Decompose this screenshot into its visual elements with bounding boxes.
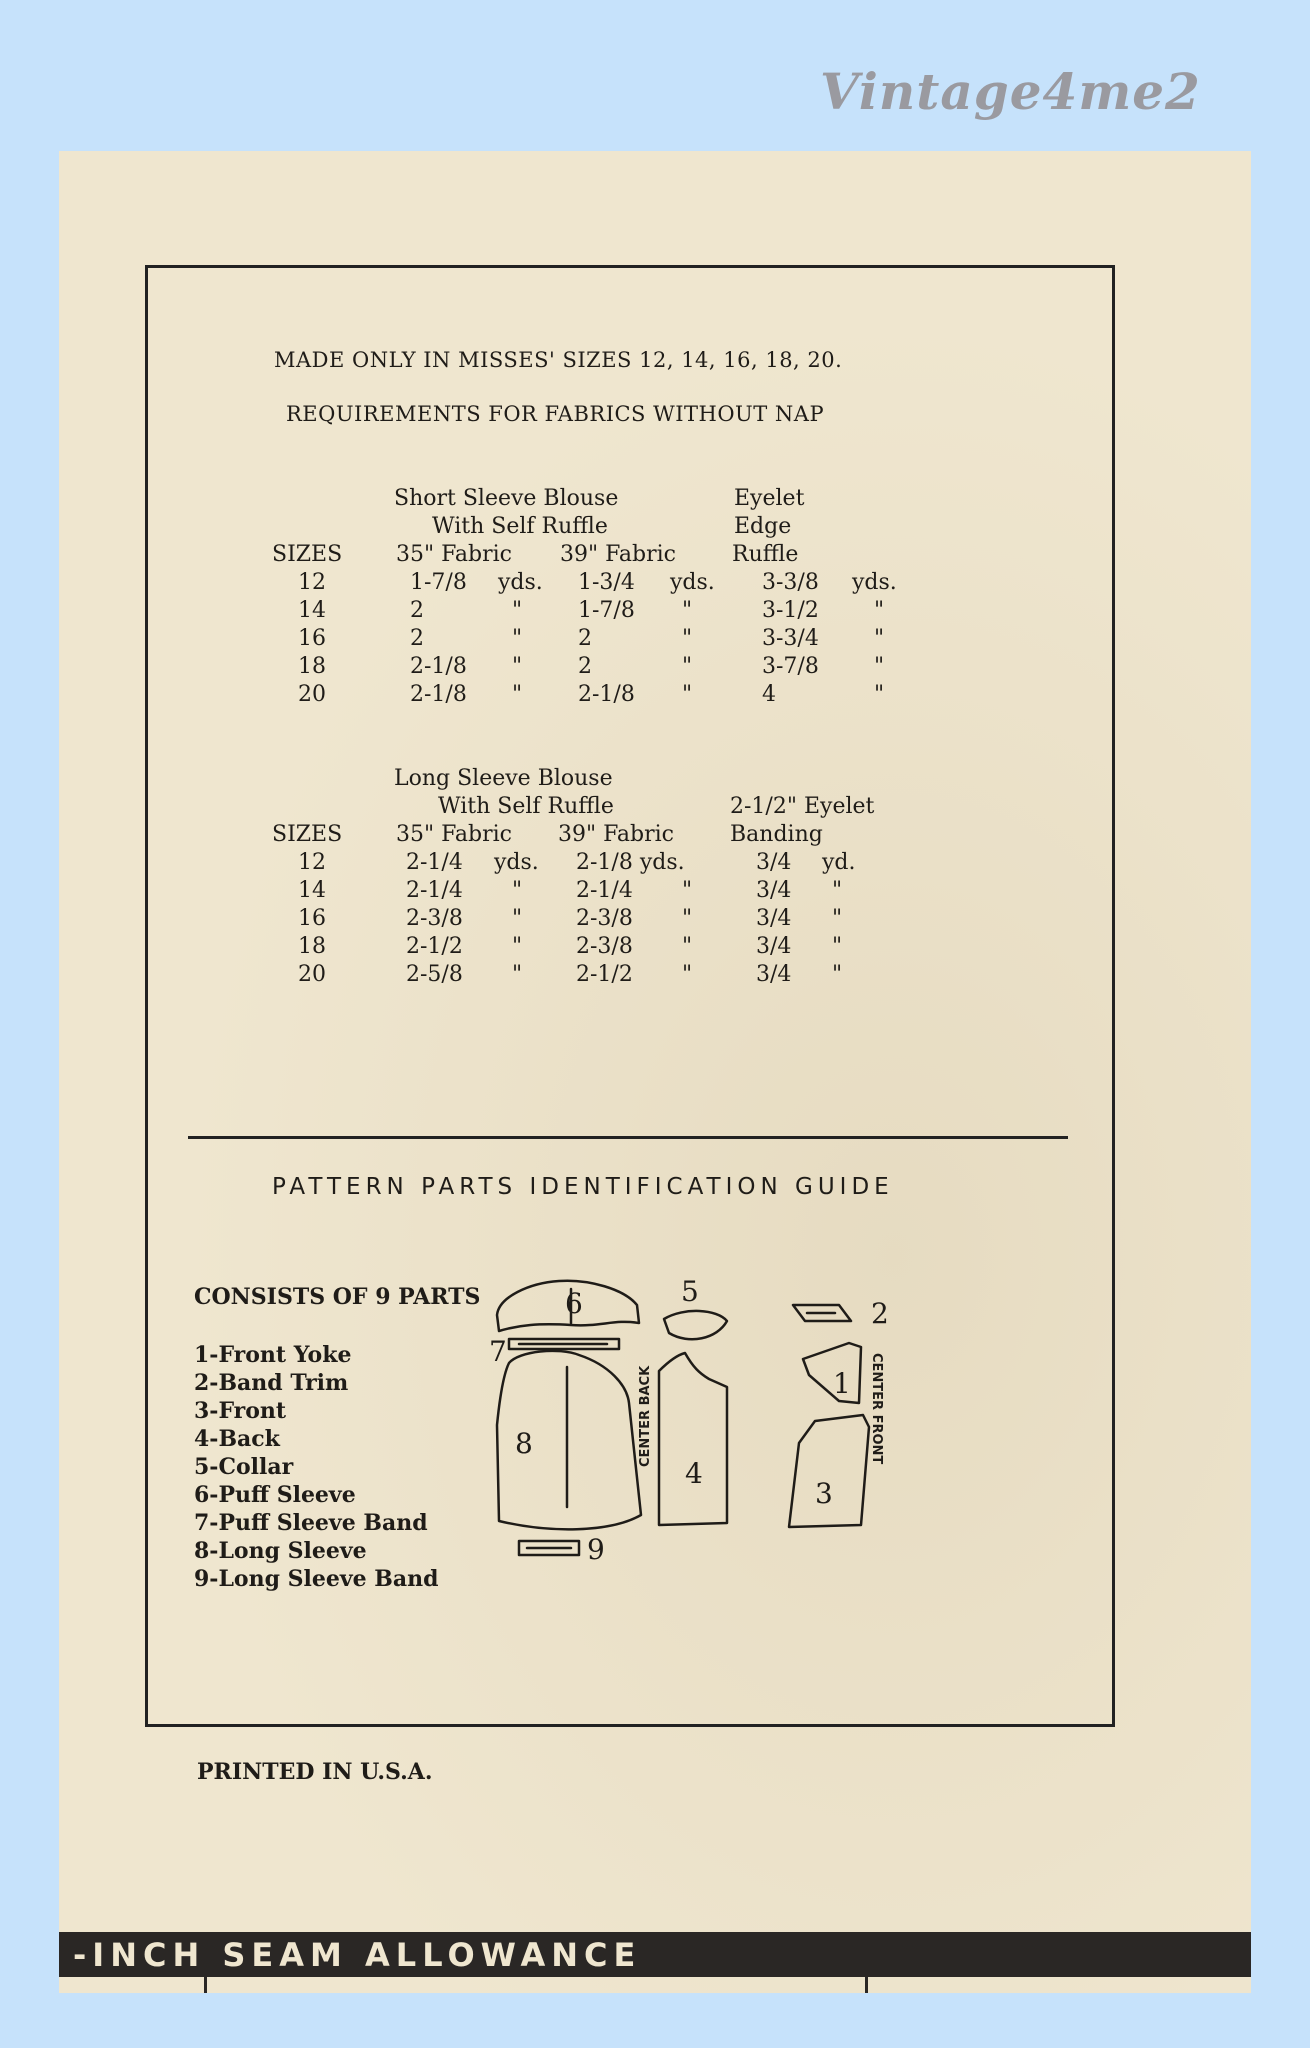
long-title-1: Long Sleeve Blouse bbox=[394, 766, 613, 791]
short-a: 2 bbox=[410, 598, 424, 623]
short-c: 3-1/2 bbox=[762, 598, 819, 623]
long-b: 2-1/4 bbox=[576, 878, 633, 903]
short-b-unit: " bbox=[682, 682, 693, 707]
long-b: 2-3/8 bbox=[576, 934, 633, 959]
short-c-unit: " bbox=[874, 626, 885, 651]
long-size: 20 bbox=[298, 962, 326, 987]
short-c: 3-3/8 bbox=[762, 570, 819, 595]
part-item: 4-Back bbox=[194, 1426, 280, 1452]
short-size: 14 bbox=[298, 598, 326, 623]
short-col-sizes: SIZES bbox=[272, 542, 343, 567]
long-size: 12 bbox=[298, 850, 326, 875]
short-col-39: 39" Fabric bbox=[560, 542, 676, 567]
watermark: Vintage4me2 bbox=[820, 62, 1201, 121]
number-3: 3 bbox=[815, 1477, 833, 1510]
short-side-2: Edge bbox=[734, 514, 792, 539]
number-6: 6 bbox=[565, 1287, 583, 1320]
collar-piece bbox=[664, 1311, 727, 1339]
long-c: 3/4 bbox=[756, 850, 792, 875]
requirements-heading: REQUIREMENTS FOR FABRICS WITHOUT NAP bbox=[286, 402, 825, 426]
short-c-unit: " bbox=[874, 598, 885, 623]
long-c-unit: " bbox=[832, 906, 843, 931]
long-c: 3/4 bbox=[756, 934, 792, 959]
short-c: 3-7/8 bbox=[762, 654, 819, 679]
long-b-unit: " bbox=[682, 906, 693, 931]
short-a: 2 bbox=[410, 626, 424, 651]
short-a: 2-1/8 bbox=[410, 654, 467, 679]
long-c: 3/4 bbox=[756, 906, 792, 931]
front-yoke-piece bbox=[803, 1343, 861, 1403]
long-a: 2-3/8 bbox=[406, 906, 463, 931]
long-b: 2-1/2 bbox=[576, 962, 633, 987]
number-8: 8 bbox=[515, 1427, 533, 1460]
long-b: 2-3/8 bbox=[576, 906, 633, 931]
short-a-unit: yds. bbox=[498, 570, 543, 595]
short-b-unit: yds. bbox=[670, 570, 715, 595]
number-2: 2 bbox=[871, 1297, 889, 1330]
long-title-2: With Self Ruffle bbox=[438, 794, 614, 819]
long-b-unit: " bbox=[682, 962, 693, 987]
short-size: 16 bbox=[298, 626, 326, 651]
long-size: 14 bbox=[298, 878, 326, 903]
long-b-unit: " bbox=[682, 878, 693, 903]
long-side-1: 2-1/2" Eyelet bbox=[730, 794, 875, 819]
part-item: 1-Front Yoke bbox=[194, 1342, 352, 1368]
short-title-1: Short Sleeve Blouse bbox=[394, 486, 619, 511]
number-5: 5 bbox=[681, 1275, 699, 1308]
long-c-unit: yd. bbox=[822, 850, 856, 875]
long-b-unit: " bbox=[682, 934, 693, 959]
number-7: 7 bbox=[489, 1335, 507, 1368]
short-a-unit: " bbox=[512, 682, 523, 707]
part-item: 7-Puff Sleeve Band bbox=[194, 1510, 428, 1536]
short-a-unit: " bbox=[512, 598, 523, 623]
number-9: 9 bbox=[587, 1533, 605, 1566]
short-b: 1-3/4 bbox=[578, 570, 635, 595]
long-c-unit: " bbox=[832, 962, 843, 987]
banner-tick bbox=[204, 1977, 207, 1993]
long-c: 3/4 bbox=[756, 878, 792, 903]
part-item: 5-Collar bbox=[194, 1454, 294, 1480]
short-c-unit: yds. bbox=[852, 570, 897, 595]
long-a: 2-1/2 bbox=[406, 934, 463, 959]
banner-tick bbox=[865, 1977, 868, 1993]
short-size: 12 bbox=[298, 570, 326, 595]
number-1: 1 bbox=[833, 1367, 851, 1400]
long-a: 2-5/8 bbox=[406, 962, 463, 987]
long-size: 18 bbox=[298, 934, 326, 959]
long-c: 3/4 bbox=[756, 962, 792, 987]
short-b-unit: " bbox=[682, 598, 693, 623]
short-c: 3-3/4 bbox=[762, 626, 819, 651]
back-piece bbox=[659, 1353, 727, 1525]
part-item: 2-Band Trim bbox=[194, 1370, 349, 1396]
number-4: 4 bbox=[685, 1457, 703, 1490]
long-a: 2-1/4 bbox=[406, 850, 463, 875]
guide-title: PATTERN PARTS IDENTIFICATION GUIDE bbox=[272, 1174, 894, 1200]
long-a-unit: " bbox=[512, 934, 523, 959]
short-c: 4 bbox=[762, 682, 776, 707]
short-b: 2 bbox=[578, 654, 592, 679]
part-item: 3-Front bbox=[194, 1398, 287, 1424]
long-c-unit: " bbox=[832, 934, 843, 959]
short-b: 2-1/8 bbox=[578, 682, 635, 707]
seam-allowance-banner bbox=[59, 1932, 1251, 1977]
short-title-2: With Self Ruffle bbox=[432, 514, 608, 539]
banner-text: -INCH SEAM ALLOWANCE bbox=[73, 1936, 642, 1974]
long-col-35: 35" Fabric bbox=[396, 822, 512, 847]
short-a-unit: " bbox=[512, 654, 523, 679]
section-divider bbox=[188, 1136, 1068, 1139]
center-front-label: CENTER FRONT bbox=[869, 1353, 884, 1465]
short-col-35: 35" Fabric bbox=[396, 542, 512, 567]
long-size: 16 bbox=[298, 906, 326, 931]
long-c-unit: " bbox=[832, 878, 843, 903]
printed-in-usa: PRINTED IN U.S.A. bbox=[197, 1759, 433, 1785]
short-side-3: Ruffle bbox=[732, 542, 799, 567]
part-item: 6-Puff Sleeve bbox=[194, 1482, 356, 1508]
short-a: 2-1/8 bbox=[410, 682, 467, 707]
short-b: 1-7/8 bbox=[578, 598, 635, 623]
short-b-unit: " bbox=[682, 626, 693, 651]
short-size: 18 bbox=[298, 654, 326, 679]
pattern-envelope-back bbox=[59, 151, 1251, 1993]
short-a-unit: " bbox=[512, 626, 523, 651]
part-item: 8-Long Sleeve bbox=[194, 1538, 367, 1564]
long-b: 2-1/8 yds. bbox=[576, 850, 685, 875]
long-col-sizes: SIZES bbox=[272, 822, 343, 847]
short-b-unit: " bbox=[682, 654, 693, 679]
made-only-sizes: MADE ONLY IN MISSES' SIZES 12, 14, 16, 18, 20. bbox=[274, 348, 843, 372]
front-piece bbox=[789, 1415, 869, 1527]
part-item: 9-Long Sleeve Band bbox=[194, 1566, 439, 1592]
long-a: 2-1/4 bbox=[406, 878, 463, 903]
long-side-2: Banding bbox=[730, 822, 823, 847]
consists-heading: CONSISTS OF 9 PARTS bbox=[194, 1284, 481, 1310]
short-c-unit: " bbox=[874, 682, 885, 707]
short-c-unit: " bbox=[874, 654, 885, 679]
long-col-39: 39" Fabric bbox=[558, 822, 674, 847]
center-back-label: CENTER BACK bbox=[638, 1365, 653, 1467]
short-b: 2 bbox=[578, 626, 592, 651]
pattern-parts-diagram bbox=[489, 1275, 1079, 1570]
long-a-unit: " bbox=[512, 962, 523, 987]
long-a-unit: " bbox=[512, 906, 523, 931]
short-a: 1-7/8 bbox=[410, 570, 467, 595]
short-side-1: Eyelet bbox=[734, 486, 805, 511]
long-a-unit: " bbox=[512, 878, 523, 903]
short-size: 20 bbox=[298, 682, 326, 707]
long-a-unit: yds. bbox=[494, 850, 539, 875]
